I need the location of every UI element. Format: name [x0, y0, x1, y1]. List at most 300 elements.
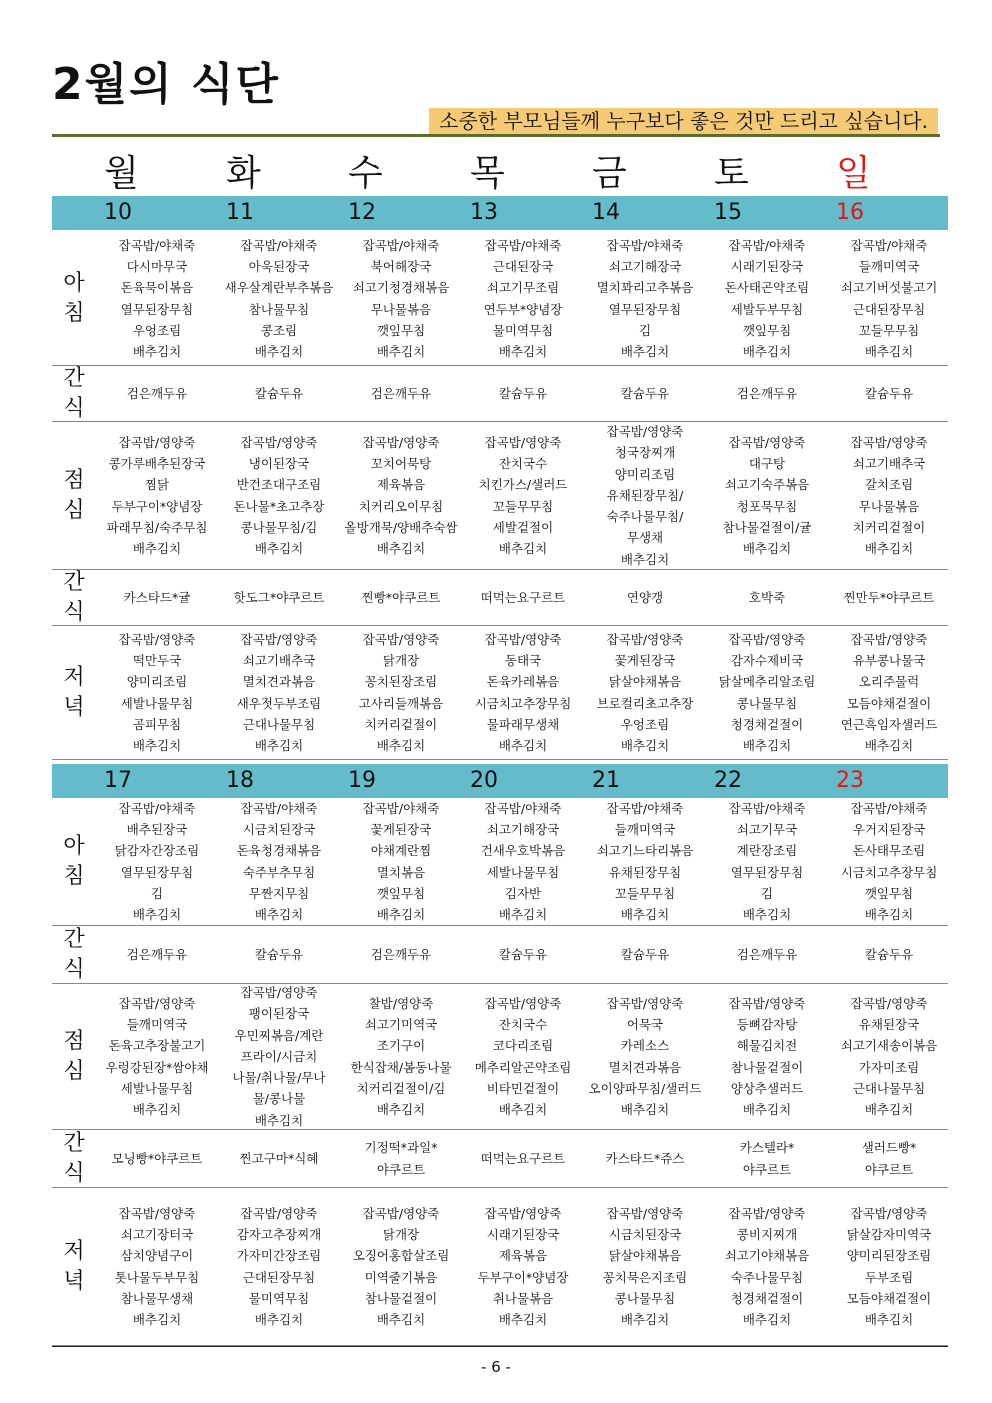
menu-cell: [584, 232, 706, 365]
menu-item: 쇠고기숙주볶음: [724, 477, 810, 493]
menu-item: 떡만두국: [132, 652, 182, 668]
menu-item: 잡곡밥/야채죽: [484, 800, 562, 816]
menu-item: 잡곡밥/영양죽: [484, 995, 562, 1011]
menu-cell: [340, 366, 462, 421]
menu-item: 계란장조림: [736, 843, 798, 859]
menu-item: 청포묵무침: [736, 498, 798, 514]
menu-item: 잔치국수: [498, 1016, 548, 1032]
menu-item: 꼬들무무침: [858, 322, 920, 338]
menu-item: 배추김치: [742, 344, 792, 360]
menu-item: 잔치국수: [498, 455, 548, 471]
meal-label-char: 녁: [63, 1268, 85, 1294]
menu-item: 배추김치: [864, 1312, 914, 1328]
menu-cell: [706, 1130, 828, 1187]
menu-item: 새우살계란부추볶음: [224, 280, 334, 296]
bottom-divider: [52, 1346, 948, 1347]
menu-item: 잡곡밥/영양죽: [850, 631, 928, 647]
menu-item: 배추김치: [864, 344, 914, 360]
menu-item: 양미리된장조림: [846, 1248, 932, 1264]
menu-cell: [218, 926, 340, 983]
meal-label-char: 침: [63, 863, 85, 889]
date-number: 19: [348, 768, 376, 793]
menu-item: 배추김치: [376, 738, 426, 754]
menu-item: 샐러드빵*: [861, 1139, 917, 1155]
menu-item: 잡곡밥/야채죽: [240, 800, 318, 816]
date-number: 11: [226, 200, 254, 225]
menu-item: 곰피무침: [132, 716, 182, 732]
menu-item: 돈육묵이볶음: [120, 280, 194, 296]
date-number: 23: [836, 768, 864, 793]
meal-label: [52, 232, 96, 365]
meal-label-char: 저: [63, 1238, 85, 1264]
week-date-bar: [52, 196, 948, 230]
menu-item: 팽이된장국: [248, 1006, 310, 1022]
meal-label-char: 식: [63, 956, 85, 982]
meal-label-char: 점: [63, 467, 85, 493]
menu-item: 무나물볶음: [858, 498, 920, 514]
menu-item: 배추김치: [498, 738, 548, 754]
menu-item: 쇠고기새송이볶음: [840, 1038, 938, 1054]
menu-item: 꽁치묵은지조림: [602, 1269, 688, 1285]
menu-cell: [706, 422, 828, 569]
menu-item: 무짠지무침: [248, 885, 310, 901]
menu-item: 잡곡밥/영양죽: [850, 995, 928, 1011]
menu-item: 배추김치: [376, 907, 426, 923]
menu-item: 쇠고기해장국: [608, 258, 682, 274]
menu-item: 검은깨두유: [126, 946, 188, 962]
menu-item: 콩가루배추된장국: [108, 455, 206, 471]
meal-label-char: 침: [63, 300, 85, 326]
menu-item: 우민찌볶음/계란: [234, 1027, 324, 1043]
menu-item: 잡곡밥/영양죽: [240, 631, 318, 647]
menu-item: 찜닭: [144, 477, 170, 493]
menu-cell: [828, 422, 950, 569]
menu-item: 양상추샐러드: [730, 1080, 804, 1096]
menu-item: 배추김치: [254, 1312, 304, 1328]
menu-item: 배추김치: [742, 907, 792, 923]
menu-item: 배추김치: [498, 541, 548, 557]
menu-cell: [584, 984, 706, 1129]
menu-cell: [340, 798, 462, 925]
menu-item: 잡곡밥/영양죽: [362, 631, 440, 647]
menu-item: 쇠고기청경채볶음: [352, 280, 450, 296]
menu-item: 잡곡밥/야채죽: [118, 800, 196, 816]
menu-item: 배추김치: [620, 1102, 670, 1118]
menu-item: 세발두부무침: [730, 301, 804, 317]
menu-item: 닭개장: [382, 652, 420, 668]
meal-label-char: 저: [63, 664, 85, 690]
menu-cell: [340, 232, 462, 365]
menu-item: 배추김치: [498, 1102, 548, 1118]
menu-cell: [462, 798, 584, 925]
menu-item: 카레소스: [620, 1038, 670, 1054]
meal-label-char: 간: [63, 569, 85, 595]
menu-item: 잡곡밥/야채죽: [484, 237, 562, 253]
menu-item: 칼슘두유: [498, 946, 548, 962]
menu-item: 야쿠르트: [864, 1161, 914, 1177]
menu-item: 멸치꽈리고추볶음: [596, 280, 694, 296]
menu-item: 잡곡밥/영양죽: [606, 1205, 684, 1221]
day-header-sun: 일: [836, 153, 871, 194]
date-number: 15: [714, 200, 742, 225]
menu-cell: [584, 570, 706, 625]
menu-cell: [706, 626, 828, 759]
menu-item: 배추김치: [376, 1312, 426, 1328]
meal-label-char: 아: [63, 833, 85, 859]
meal-row-lunch: [52, 422, 948, 570]
menu-item: 배추김치: [498, 1312, 548, 1328]
menu-item: 닭살감자미역국: [846, 1226, 932, 1242]
day-header-tue: 화: [226, 153, 261, 194]
menu-item: 열무된장무침: [730, 864, 804, 880]
date-number: 18: [226, 768, 254, 793]
menu-item: 잡곡밥/영양죽: [240, 984, 318, 1000]
menu-item: 브로컬리초고추장: [596, 695, 694, 711]
menu-item: 깻잎무침: [864, 885, 914, 901]
date-number: 13: [470, 200, 498, 225]
menu-item: 꽁치된장조림: [364, 674, 438, 690]
menu-item: 새우젓두부조림: [236, 695, 322, 711]
menu-item: 멸치견과볶음: [242, 674, 316, 690]
menu-item: 북어해장국: [370, 258, 432, 274]
menu-cell: [96, 798, 218, 925]
menu-cell: [218, 626, 340, 759]
menu-item: 숙주부추무침: [242, 864, 316, 880]
menu-cell: [96, 366, 218, 421]
menu-item: 깻잎무침: [376, 322, 426, 338]
menu-item: 나물/취나물/무나: [232, 1070, 326, 1086]
menu-item: 칼슘두유: [864, 385, 914, 401]
menu-item: 쇠고기느타리볶음: [596, 843, 694, 859]
menu-item: 야쿠르트: [376, 1161, 426, 1177]
menu-item: 꼬치어묵탕: [370, 455, 432, 471]
menu-item: 대구탕: [748, 455, 786, 471]
menu-item: 김: [638, 322, 652, 338]
menu-item: 참나물겉절이: [730, 1059, 804, 1075]
menu-cell: [462, 1188, 584, 1345]
menu-item: 근대된장무침: [852, 301, 926, 317]
day-header-fri: 금: [592, 153, 627, 194]
menu-item: 파래무침/숙주무침: [106, 519, 208, 535]
date-number: 14: [592, 200, 620, 225]
menu-item: 배추김치: [132, 1102, 182, 1118]
meal-label: [52, 366, 96, 421]
menu-cell: [706, 798, 828, 925]
menu-item: 닭살야채볶음: [608, 674, 682, 690]
menu-item: 배추김치: [254, 541, 304, 557]
menu-item: 찐빵*야쿠르트: [361, 589, 441, 605]
menu-cell: [706, 366, 828, 421]
menu-item: 잡곡밥/영양죽: [850, 434, 928, 450]
menu-cell: [462, 422, 584, 569]
menu-item: 돈사태곤약조림: [724, 280, 810, 296]
menu-cell: [340, 984, 462, 1129]
menu-item: 가자미간장조림: [236, 1248, 322, 1264]
meal-label-char: 점: [63, 1028, 85, 1054]
meal-label-char: 식: [63, 599, 85, 625]
menu-item: 연두부*양념장: [483, 301, 563, 317]
menu-item: 배추김치: [620, 344, 670, 360]
menu-item: 잡곡밥/야채죽: [850, 237, 928, 253]
menu-item: 칼슘두유: [620, 385, 670, 401]
meal-row-dinner: [52, 626, 948, 760]
menu-item: 제육볶음: [498, 1248, 548, 1264]
menu-cell: [706, 926, 828, 983]
menu-item: 냉이된장국: [248, 455, 310, 471]
menu-item: 잡곡밥/야채죽: [728, 237, 806, 253]
menu-item: 카스텔라*: [739, 1139, 795, 1155]
menu-item: 청국장찌개: [614, 445, 676, 461]
day-header-mon: 월: [104, 153, 139, 194]
menu-item: 치커리겉절이: [364, 716, 438, 732]
menu-item: 배추김치: [254, 738, 304, 754]
menu-item: 잡곡밥/영양죽: [606, 995, 684, 1011]
menu-item: 물파래무생채: [486, 716, 560, 732]
menu-item: 우렁강된장*쌈야채: [105, 1059, 209, 1075]
menu-item: 올방개묵/양배추숙쌈: [344, 519, 458, 535]
meal-label: [52, 626, 96, 759]
menu-item: 감자고추장찌개: [236, 1226, 322, 1242]
menu-item: 카스타드*쥬스: [605, 1150, 685, 1166]
menu-item: 한식잡채/봄동나물: [350, 1059, 452, 1075]
menu-item: 참나물무생채: [120, 1290, 194, 1306]
menu-item: 연근흑임자샐러드: [840, 716, 938, 732]
menu-item: 잡곡밥/영양죽: [118, 995, 196, 1011]
menu-cell: [218, 232, 340, 365]
meal-row-dinner: [52, 1188, 948, 1346]
meal-label-char: 간: [63, 1130, 85, 1156]
menu-item: 쇠고기버섯불고기: [840, 280, 938, 296]
menu-item: 열무된장무침: [120, 301, 194, 317]
menu-item: 양미리조림: [126, 674, 188, 690]
menu-cell: [96, 1130, 218, 1187]
menu-item: 기정떡*과일*: [364, 1139, 438, 1155]
menu-cell: [218, 798, 340, 925]
day-header-sat: 토: [714, 153, 749, 194]
menu-cell: [828, 570, 950, 625]
menu-item: 미역줄기볶음: [364, 1269, 438, 1285]
menu-item: 쇠고기야채볶음: [724, 1248, 810, 1264]
menu-item: 김: [760, 885, 774, 901]
menu-item: 돈육카레볶음: [486, 674, 560, 690]
menu-cell: [828, 232, 950, 365]
menu-cell: [584, 366, 706, 421]
menu-item: 두부조림: [864, 1269, 914, 1285]
menu-cell: [462, 366, 584, 421]
date-number: 21: [592, 768, 620, 793]
menu-item: 고사리들깨볶음: [358, 695, 444, 711]
menu-cell: [828, 1130, 950, 1187]
menu-item: 갈치조림: [864, 477, 914, 493]
menu-cell: [706, 232, 828, 365]
menu-cell: [706, 984, 828, 1129]
menu-item: 잡곡밥/야채죽: [362, 800, 440, 816]
menu-item: 시금치된장국: [242, 821, 316, 837]
menu-item: 청경채겉절이: [730, 716, 804, 732]
menu-item: 잡곡밥/야채죽: [240, 237, 318, 253]
menu-item: 연양갱: [626, 589, 664, 605]
menu-item: 쇠고기장터국: [120, 1226, 194, 1242]
menu-item: 물미역무침: [492, 322, 554, 338]
menu-item: 쇠고기미역국: [364, 1016, 438, 1032]
menu-item: 시금치된장국: [608, 1226, 682, 1242]
menu-item: 칼슘두유: [864, 946, 914, 962]
menu-cell: [340, 1130, 462, 1187]
menu-item: 건새우호박볶음: [480, 843, 566, 859]
menu-cell: [828, 926, 950, 983]
menu-item: 유채된장무침: [608, 864, 682, 880]
menu-item: 취나물볶음: [492, 1290, 554, 1306]
menu-item: 돈사태무조림: [852, 843, 926, 859]
menu-item: 치커리겉절이: [852, 519, 926, 535]
menu-item: 배추김치: [742, 1102, 792, 1118]
menu-item: 등뼈감자탕: [736, 1016, 798, 1032]
menu-item: 반건조대구조림: [236, 477, 322, 493]
meal-row-snack2: [52, 1130, 948, 1188]
menu-cell: [340, 570, 462, 625]
menu-item: 열무된장무침: [120, 864, 194, 880]
menu-cell: [828, 366, 950, 421]
meal-label: [52, 1188, 96, 1345]
menu-item: 물미역무침: [248, 1290, 310, 1306]
menu-item: 배추김치: [864, 738, 914, 754]
menu-item: 들깨미역국: [126, 1016, 188, 1032]
menu-item: 조기구이: [376, 1038, 426, 1054]
meal-row-breakfast: [52, 798, 948, 926]
menu-item: 톳나물두부무침: [114, 1269, 200, 1285]
menu-item: 두부구이*양념장: [111, 498, 203, 514]
meal-label-char: 아: [63, 270, 85, 296]
menu-item: 아욱된장국: [248, 258, 310, 274]
menu-item: 칼슘두유: [498, 385, 548, 401]
menu-item: 콩나물무침: [614, 1290, 676, 1306]
menu-item: 배추김치: [132, 907, 182, 923]
menu-item: 야채계란찜: [370, 843, 432, 859]
menu-cell: [584, 422, 706, 569]
menu-item: 삼치양념구이: [120, 1248, 194, 1264]
subtitle-banner: 소중한 부모님들께 누구보다 좋은 것만 드리고 싶습니다.: [429, 108, 938, 134]
menu-item: 프라이/시금치: [240, 1048, 318, 1064]
menu-item: 잡곡밥/영양죽: [362, 1205, 440, 1221]
date-number: 16: [836, 200, 864, 225]
menu-item: 근대나물무침: [242, 716, 316, 732]
menu-cell: [706, 1188, 828, 1345]
menu-item: 쇠고기무국: [736, 821, 798, 837]
menu-item: 칼슘두유: [254, 385, 304, 401]
menu-cell: [584, 926, 706, 983]
menu-item: 세발나물무침: [120, 1080, 194, 1096]
menu-item: 잡곡밥/야채죽: [118, 237, 196, 253]
menu-item: 잡곡밥/영양죽: [484, 631, 562, 647]
menu-item: 잡곡밥/영양죽: [240, 1205, 318, 1221]
menu-item: 잡곡밥/야채죽: [606, 237, 684, 253]
menu-item: 칼슘두유: [254, 946, 304, 962]
menu-cell: [218, 366, 340, 421]
menu-item: 배추김치: [132, 1312, 182, 1328]
menu-item: 배추김치: [132, 344, 182, 360]
menu-cell: [340, 422, 462, 569]
menu-cell: [828, 626, 950, 759]
menu-item: 검은깨두유: [126, 385, 188, 401]
menu-cell: [218, 570, 340, 625]
menu-item: 모듬야채겉절이: [846, 1290, 932, 1306]
menu-item: 쇠고기해장국: [486, 821, 560, 837]
menu-item: 닭살메추리알조림: [718, 674, 816, 690]
menu-item: 우엉조림: [620, 716, 670, 732]
menu-item: 배추김치: [620, 551, 670, 567]
date-number: 17: [104, 768, 132, 793]
menu-item: 떠먹는요구르트: [480, 1150, 566, 1166]
menu-cell: [340, 626, 462, 759]
menu-item: 잡곡밥/영양죽: [118, 631, 196, 647]
menu-item: 제육볶음: [376, 477, 426, 493]
meal-label-char: 간: [63, 365, 85, 391]
date-number: 10: [104, 200, 132, 225]
week-date-bar: [52, 764, 948, 798]
menu-item: 비타민겉절이: [486, 1080, 560, 1096]
menu-item: 배추김치: [498, 907, 548, 923]
menu-item: 배추김치: [254, 907, 304, 923]
menu-item: 배추김치: [254, 1112, 304, 1128]
menu-item: 잡곡밥/영양죽: [240, 434, 318, 450]
date-number: 22: [714, 768, 742, 793]
menu-item: 감자수제비국: [730, 652, 804, 668]
page-title: 2월의 식단: [52, 59, 280, 110]
meal-row-snack1: [52, 366, 948, 422]
page-number: - 6 -: [481, 1358, 511, 1376]
menu-item: 두부구이*양념장: [477, 1269, 569, 1285]
menu-item: 잡곡밥/영양죽: [728, 434, 806, 450]
menu-item: 잡곡밥/야채죽: [606, 800, 684, 816]
menu-item: 잡곡밥/야채죽: [362, 237, 440, 253]
menu-cell: [462, 984, 584, 1129]
menu-item: 우엉조림: [132, 322, 182, 338]
menu-cell: [96, 926, 218, 983]
menu-cell: [584, 1188, 706, 1345]
menu-item: 유부콩나물국: [852, 652, 926, 668]
meal-row-snack2: [52, 570, 948, 626]
menu-item: 동태국: [504, 652, 542, 668]
menu-item: 근대된장무침: [242, 1269, 316, 1285]
menu-item: 참나물겉절이: [364, 1290, 438, 1306]
menu-cell: [828, 798, 950, 925]
menu-item: 꽃게된장국: [614, 652, 676, 668]
meal-label: [52, 570, 96, 625]
menu-item: 콩비지찌개: [736, 1226, 798, 1242]
menu-item: 배추김치: [498, 344, 548, 360]
menu-item: 잡곡밥/영양죽: [606, 423, 684, 439]
menu-item: 잡곡밥/영양죽: [484, 1205, 562, 1221]
menu-cell: [584, 1130, 706, 1187]
menu-item: 닭살야채볶음: [608, 1248, 682, 1264]
menu-item: 돈육청경채볶음: [236, 843, 322, 859]
menu-item: 잡곡밥/영양죽: [728, 631, 806, 647]
menu-item: 우거지된장국: [852, 821, 926, 837]
menu-item: 배추김치: [620, 907, 670, 923]
date-number: 20: [470, 768, 498, 793]
menu-item: 검은깨두유: [736, 946, 798, 962]
menu-cell: [828, 1188, 950, 1345]
menu-cell: [462, 626, 584, 759]
menu-item: 유채된장무침/: [606, 487, 684, 503]
menu-item: 잡곡밥/영양죽: [850, 1205, 928, 1221]
menu-item: 콩나물무침/김: [240, 519, 318, 535]
menu-cell: [828, 984, 950, 1129]
menu-item: 다시마무국: [126, 258, 188, 274]
menu-item: 쇠고기배추국: [852, 455, 926, 471]
menu-item: 치커리오이무침: [358, 498, 444, 514]
menu-cell: [584, 798, 706, 925]
